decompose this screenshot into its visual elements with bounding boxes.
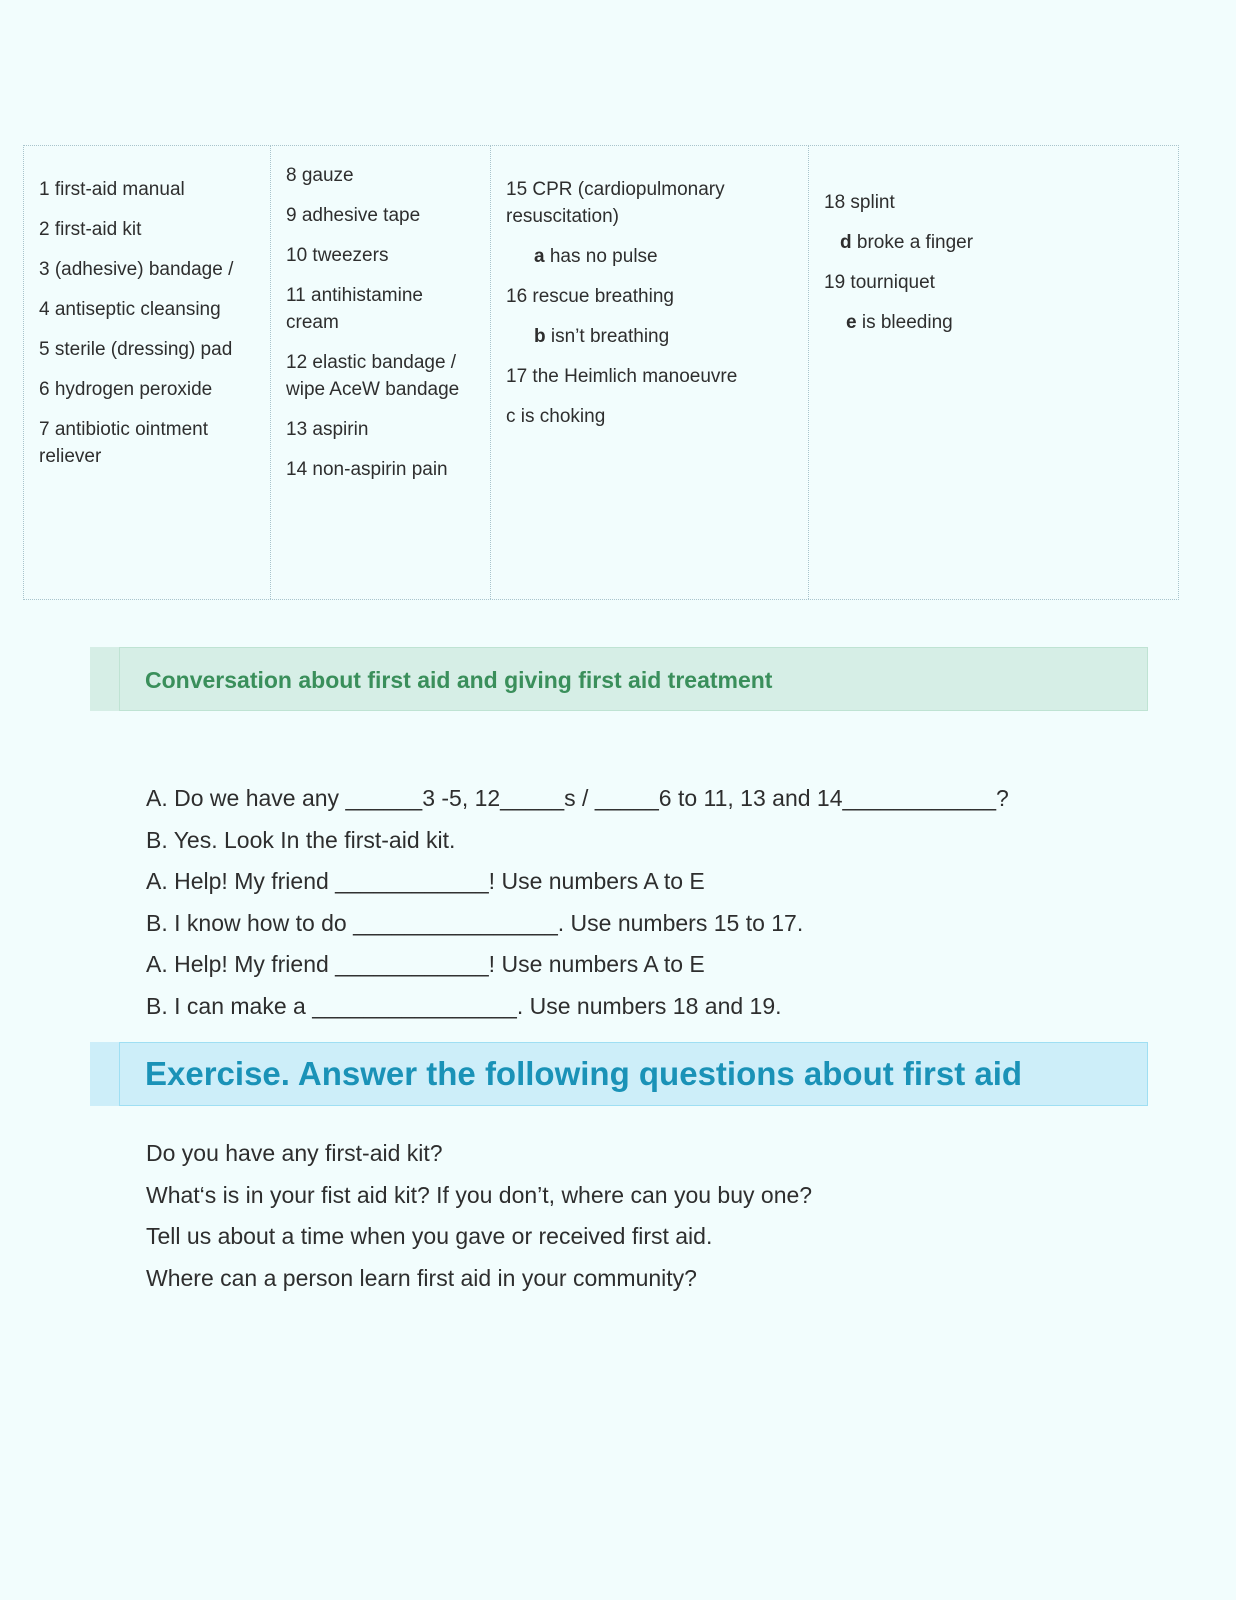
vocab-sub-item [506,323,808,350]
dialog-line: A. Help! My friend ____________! Use numbers A to E [146,868,705,894]
sub-item-text: has no pulse [544,246,658,267]
vocab-column-3 [491,146,809,599]
vocab-item: 14 non-aspirin pain [286,459,448,480]
vocab-item: 4 antiseptic cleansing [39,299,221,320]
vocabulary-table [23,145,1179,600]
sub-item-text: is bleeding [856,312,953,333]
vocab-item: 5 sterile (dressing) pad [39,339,233,360]
vocab-item: c is choking [506,406,606,427]
vocab-column-4 [809,146,1178,599]
conversation-title: Conversation about first aid and giving first aid treatment [145,667,773,693]
vocab-item: 15 CPR (cardiopulmonary resuscitation) [506,179,736,227]
vocab-item: 18 splint [824,192,895,213]
sub-item-text: broke a finger [851,232,974,253]
vocab-item: 2 first-aid kit [39,219,142,240]
letter-b: b [534,326,546,347]
vocab-item: 16 rescue breathing [506,286,674,307]
dialog-line: B. I know how to do ________________. Use numbers 15 to 17. [146,909,804,936]
vocab-item: 12 elastic bandage / wipe AceW bandage [286,352,460,400]
vocab-sub-item [824,309,1178,336]
dialog-line: B. Yes. Look In the first-aid kit. [146,826,456,853]
conversation-header-band [90,647,1148,711]
vocab-item: 13 aspirin [286,419,369,440]
question: Do you have any first-aid kit? [146,1140,443,1166]
header-tab-decoration [90,647,119,711]
conversation-dialog [146,778,1009,1027]
vocab-item: 19 tourniquet [824,272,935,293]
vocab-item: 7 antibiotic ointment reliever [39,419,208,467]
question: Where can a person learn first aid in your community? [146,1264,697,1291]
vocab-column-2 [271,146,491,599]
dialog-line: B. I can make a ________________. Use numbers 18 and 19. [146,992,782,1019]
sub-item-text: isn’t breathing [545,326,670,347]
vocab-sub-item [824,229,1178,256]
vocab-item: 17 the Heimlich manoeuvre [506,366,738,387]
vocab-item: 10 tweezers [286,245,389,266]
exercise-questions [146,1133,812,1299]
header-tab-decoration [90,1042,119,1106]
vocab-column-1 [24,146,271,599]
dialog-line: A. Help! My friend ____________! Use numbers A to E [146,951,705,977]
question: Tell us about a time when you gave or received first aid. [146,1223,713,1249]
vocab-item: 9 adhesive tape [286,205,421,226]
vocab-item: 1 first-aid manual [39,179,185,200]
letter-e: e [846,312,857,333]
vocab-item: 8 gauze [286,165,354,186]
exercise-header-band [90,1042,1148,1106]
vocab-item: 6 hydrogen peroxide [39,379,213,400]
letter-d: d [840,232,852,253]
letter-a: a [534,246,545,267]
dialog-line: A. Do we have any ______3 -5, 12_____s / _____6 to 11, 13 and 14____________? [146,785,1009,811]
exercise-title: Exercise. Answer the following questions about first aid [145,1055,1023,1092]
question: What‘s is in your fist aid kit? If you don’t, where can you buy one? [146,1181,813,1208]
vocab-item: 3 (adhesive) bandage / [39,259,234,280]
vocab-sub-item [506,243,808,270]
vocab-item: 11 antihistamine cream [286,285,423,333]
